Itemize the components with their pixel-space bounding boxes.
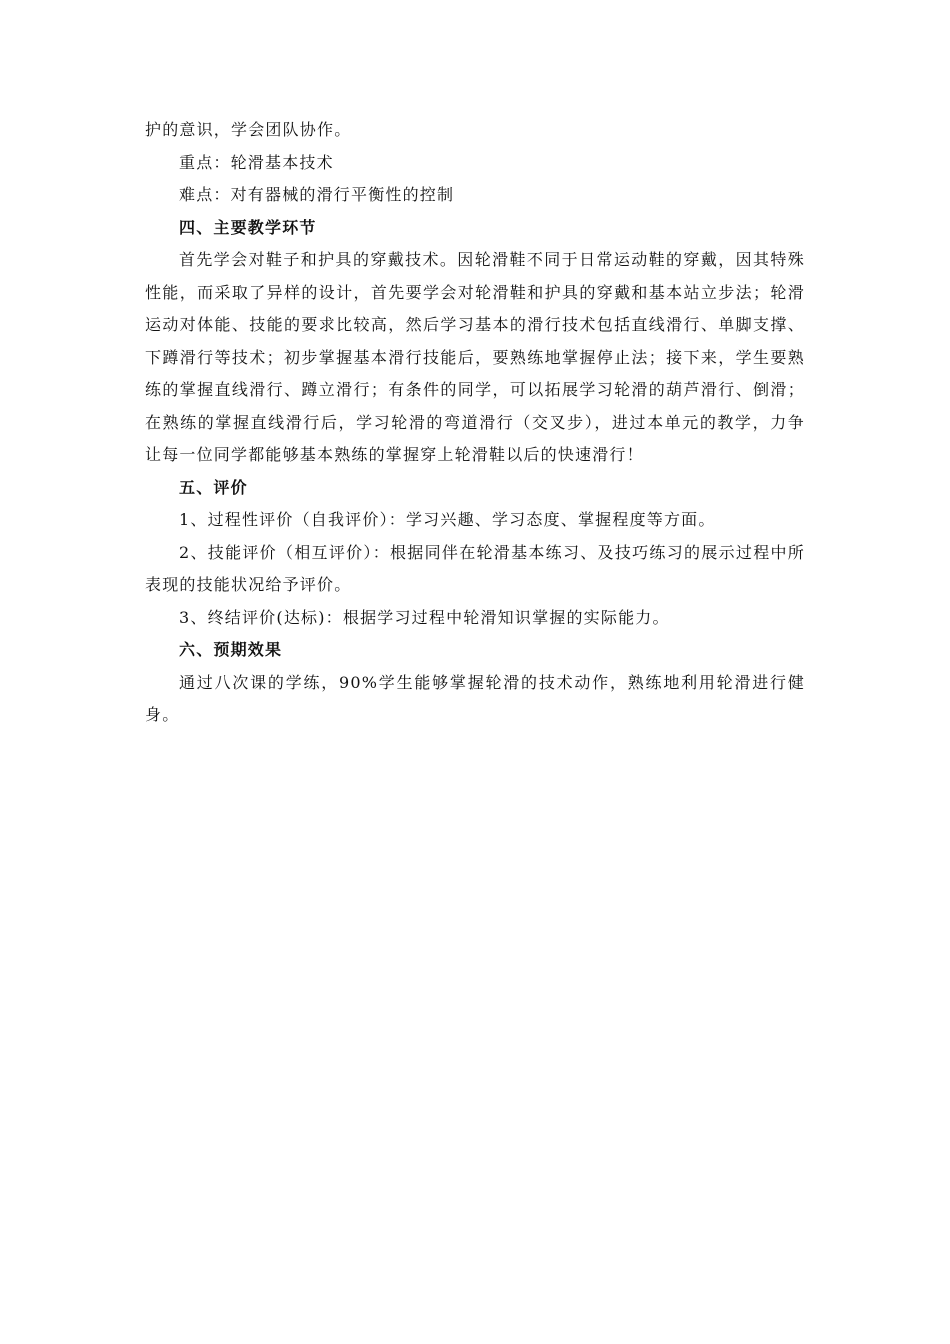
difficulty-paragraph: 难点：对有器械的滑行平衡性的控制 (179, 185, 455, 204)
evaluation-item-3: 3、终结评价(达标)：根据学习过程中轮滑知识掌握的实际能力。 (179, 607, 670, 627)
document-body (145, 114, 805, 732)
evaluation-item-1: 1、过程性评价（自我评价）：学习兴趣、学习态度、掌握程度等方面。 (179, 510, 716, 529)
teaching-steps-paragraph: 首先学会对鞋子和护具的穿戴技术。因轮滑鞋不同于日常运动鞋的穿戴，因其特殊性能，而采取了异样的设计，首先要学会对轮滑鞋和护具的穿戴和基本站立步法；轮滑运动对体能、技能的要求比较高，然后学习基本的滑行技术包括直线滑行、单脚支撑、下蹲滑行等技术；初步掌握基本滑行技能后，要熟练地掌握停止法；接下来，学生要熟练的掌握直线滑行、蹲立滑行；有条件的同学，可以拓展学习轮滑的葫芦滑行、倒滑；在熟练的掌握直线滑行后，学习轮滑的弯道滑行（交叉步），进过本单元的教学，力争让每一位同学都能够基本熟练的掌握穿上轮滑鞋以后的快速滑行！ (145, 250, 805, 464)
key-point-paragraph: 重点：轮滑基本技术 (179, 152, 334, 172)
section-heading-evaluation: 五、评价 (179, 477, 248, 497)
paragraph-continuation: 护的意识，学会团队协作。 (145, 120, 352, 139)
expected-results-paragraph: 通过八次课的学练，90%学生能够掌握轮滑的技术动作，熟练地利用轮滑进行健身。 (145, 672, 805, 724)
section-heading-expected-results: 六、预期效果 (179, 640, 283, 659)
section-heading-teaching-steps: 四、主要教学环节 (179, 217, 317, 237)
evaluation-item-2: 2、技能评价（相互评价）：根据同伴在轮滑基本练习、及技巧练习的展示过程中所表现的技能状况给予评价。 (145, 542, 805, 594)
